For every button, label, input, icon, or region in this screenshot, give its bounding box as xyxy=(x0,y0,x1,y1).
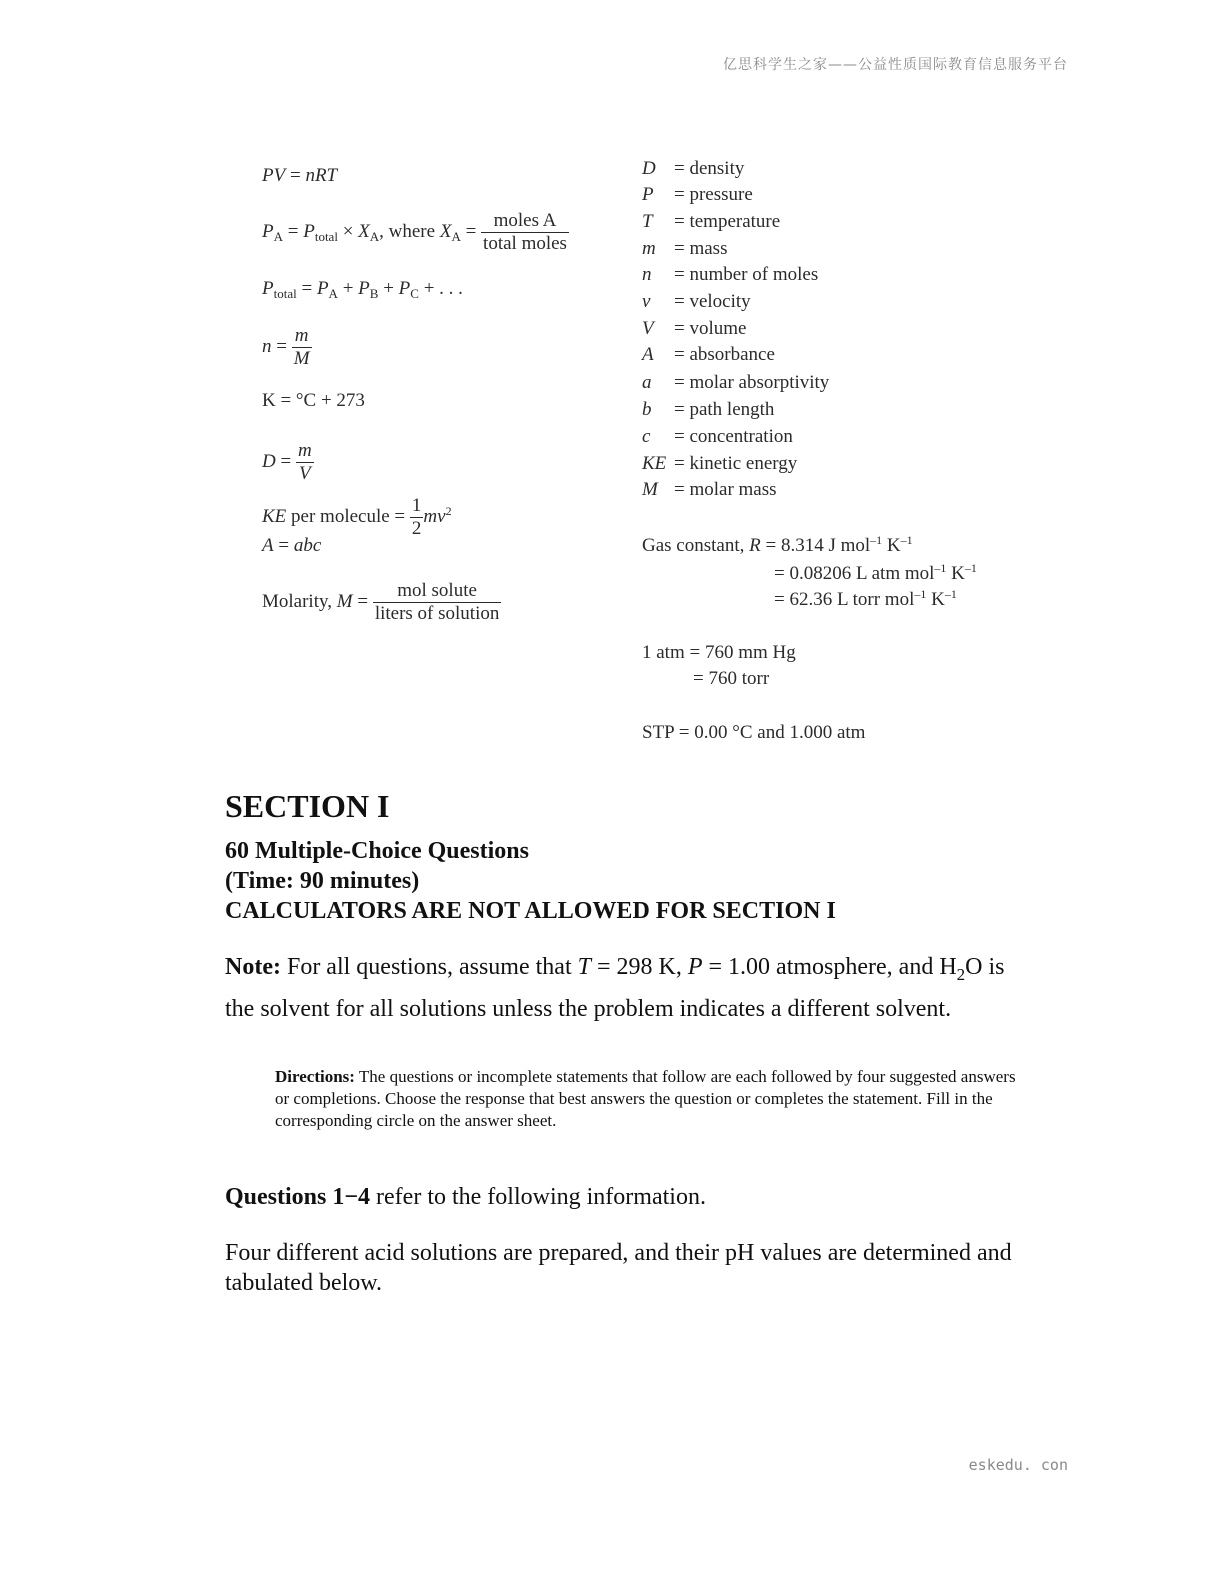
equation-molarity: Molarity, M = $\frac{\text{mol solute}}{\text{liters of solution}}$ xyxy=(262,580,500,624)
gas-constant-alt: = 0.08206 L atm mol$^{-1}$ $K^{-1}$ xyxy=(774,561,977,584)
questions-intro: Questions 1−4 refer to the following information. xyxy=(225,1184,706,1210)
definition-row: M = molar mass xyxy=(642,479,777,500)
section-question-count: 60 Multiple-Choice Questions xyxy=(225,838,529,864)
definition-row: c = concentration xyxy=(642,426,793,447)
equation-moles: n = $\frac{m}{M}$ xyxy=(262,325,310,369)
equation-partial-pressure: $P_A = P_{total} \times X_A$, where $X_A$ = $\frac{\text{moles A}}{\text{total moles}}$ xyxy=(262,210,567,254)
definition-row: b = path length xyxy=(642,399,775,420)
section-time: (Time: 90 minutes) xyxy=(225,868,420,894)
equation-total-pressure: $P_{total} = P_A + P_B + P_C$ + . . . xyxy=(262,278,463,301)
definition-row: n = number of moles xyxy=(642,264,819,285)
atm-conversion-torr: = 760 torr xyxy=(693,668,770,689)
header-watermark: 亿思科学生之家——公益性质国际教育信息服务平台 xyxy=(723,57,1068,73)
definition-row: V = volume xyxy=(642,318,747,339)
equation-ideal-gas: PV = nRT xyxy=(262,165,338,186)
definition-row: a = molar absorptivity xyxy=(642,372,830,393)
definition-row: A = absorbance xyxy=(642,344,775,365)
definition-row: P = pressure xyxy=(642,184,753,205)
gas-constant-alt: = 62.36 L torr mol$^{-1}$ $K^{-1}$ xyxy=(774,587,957,610)
gas-constant: Gas constant, R = 8.314 J mol$^{-1}$ $K^{-1}$ xyxy=(642,533,913,556)
definition-row: D = density xyxy=(642,158,745,179)
definition-row: KE = kinetic energy xyxy=(642,453,798,474)
section-title: SECTION I xyxy=(225,788,390,824)
footer-site: eskedu. con xyxy=(968,1456,1068,1474)
equation-density: D = $\frac{m}{V}$ xyxy=(262,440,312,484)
definition-row: v = velocity xyxy=(642,291,751,312)
definition-row: m = mass xyxy=(642,238,728,259)
stp-definition: STP = 0.00 °C and 1.000 atm xyxy=(642,722,866,743)
directions-paragraph: Directions: The questions or incomplete statements that follow are each followed by four suggested answers or completions. Choose the response that best answers the question or completes the statement. Fill in the corresponding circle on the answer sheet. xyxy=(275,1067,1016,1130)
atm-conversion: 1 atm = 760 mm Hg xyxy=(642,642,796,663)
note-paragraph: Note: For all questions, assume that T = 298 K, P = 1.00 atmosphere, and $H_2O$ is the solvent for all solutions unless the problem indicates a different solvent. xyxy=(225,954,1005,1022)
equation-kelvin: K = °C + 273 xyxy=(262,390,365,411)
question-passage: Four different acid solutions are prepared, and their pH values are determined and tabulated below. xyxy=(225,1240,1012,1296)
equation-beer-law: A = abc xyxy=(262,535,322,556)
equation-kinetic-energy: KE per molecule = $\frac{1}{2}$ $mv^2$ xyxy=(262,495,452,539)
section-calculator-note: CALCULATORS ARE NOT ALLOWED FOR SECTION I xyxy=(225,898,836,924)
definition-row: T = temperature xyxy=(642,211,781,232)
